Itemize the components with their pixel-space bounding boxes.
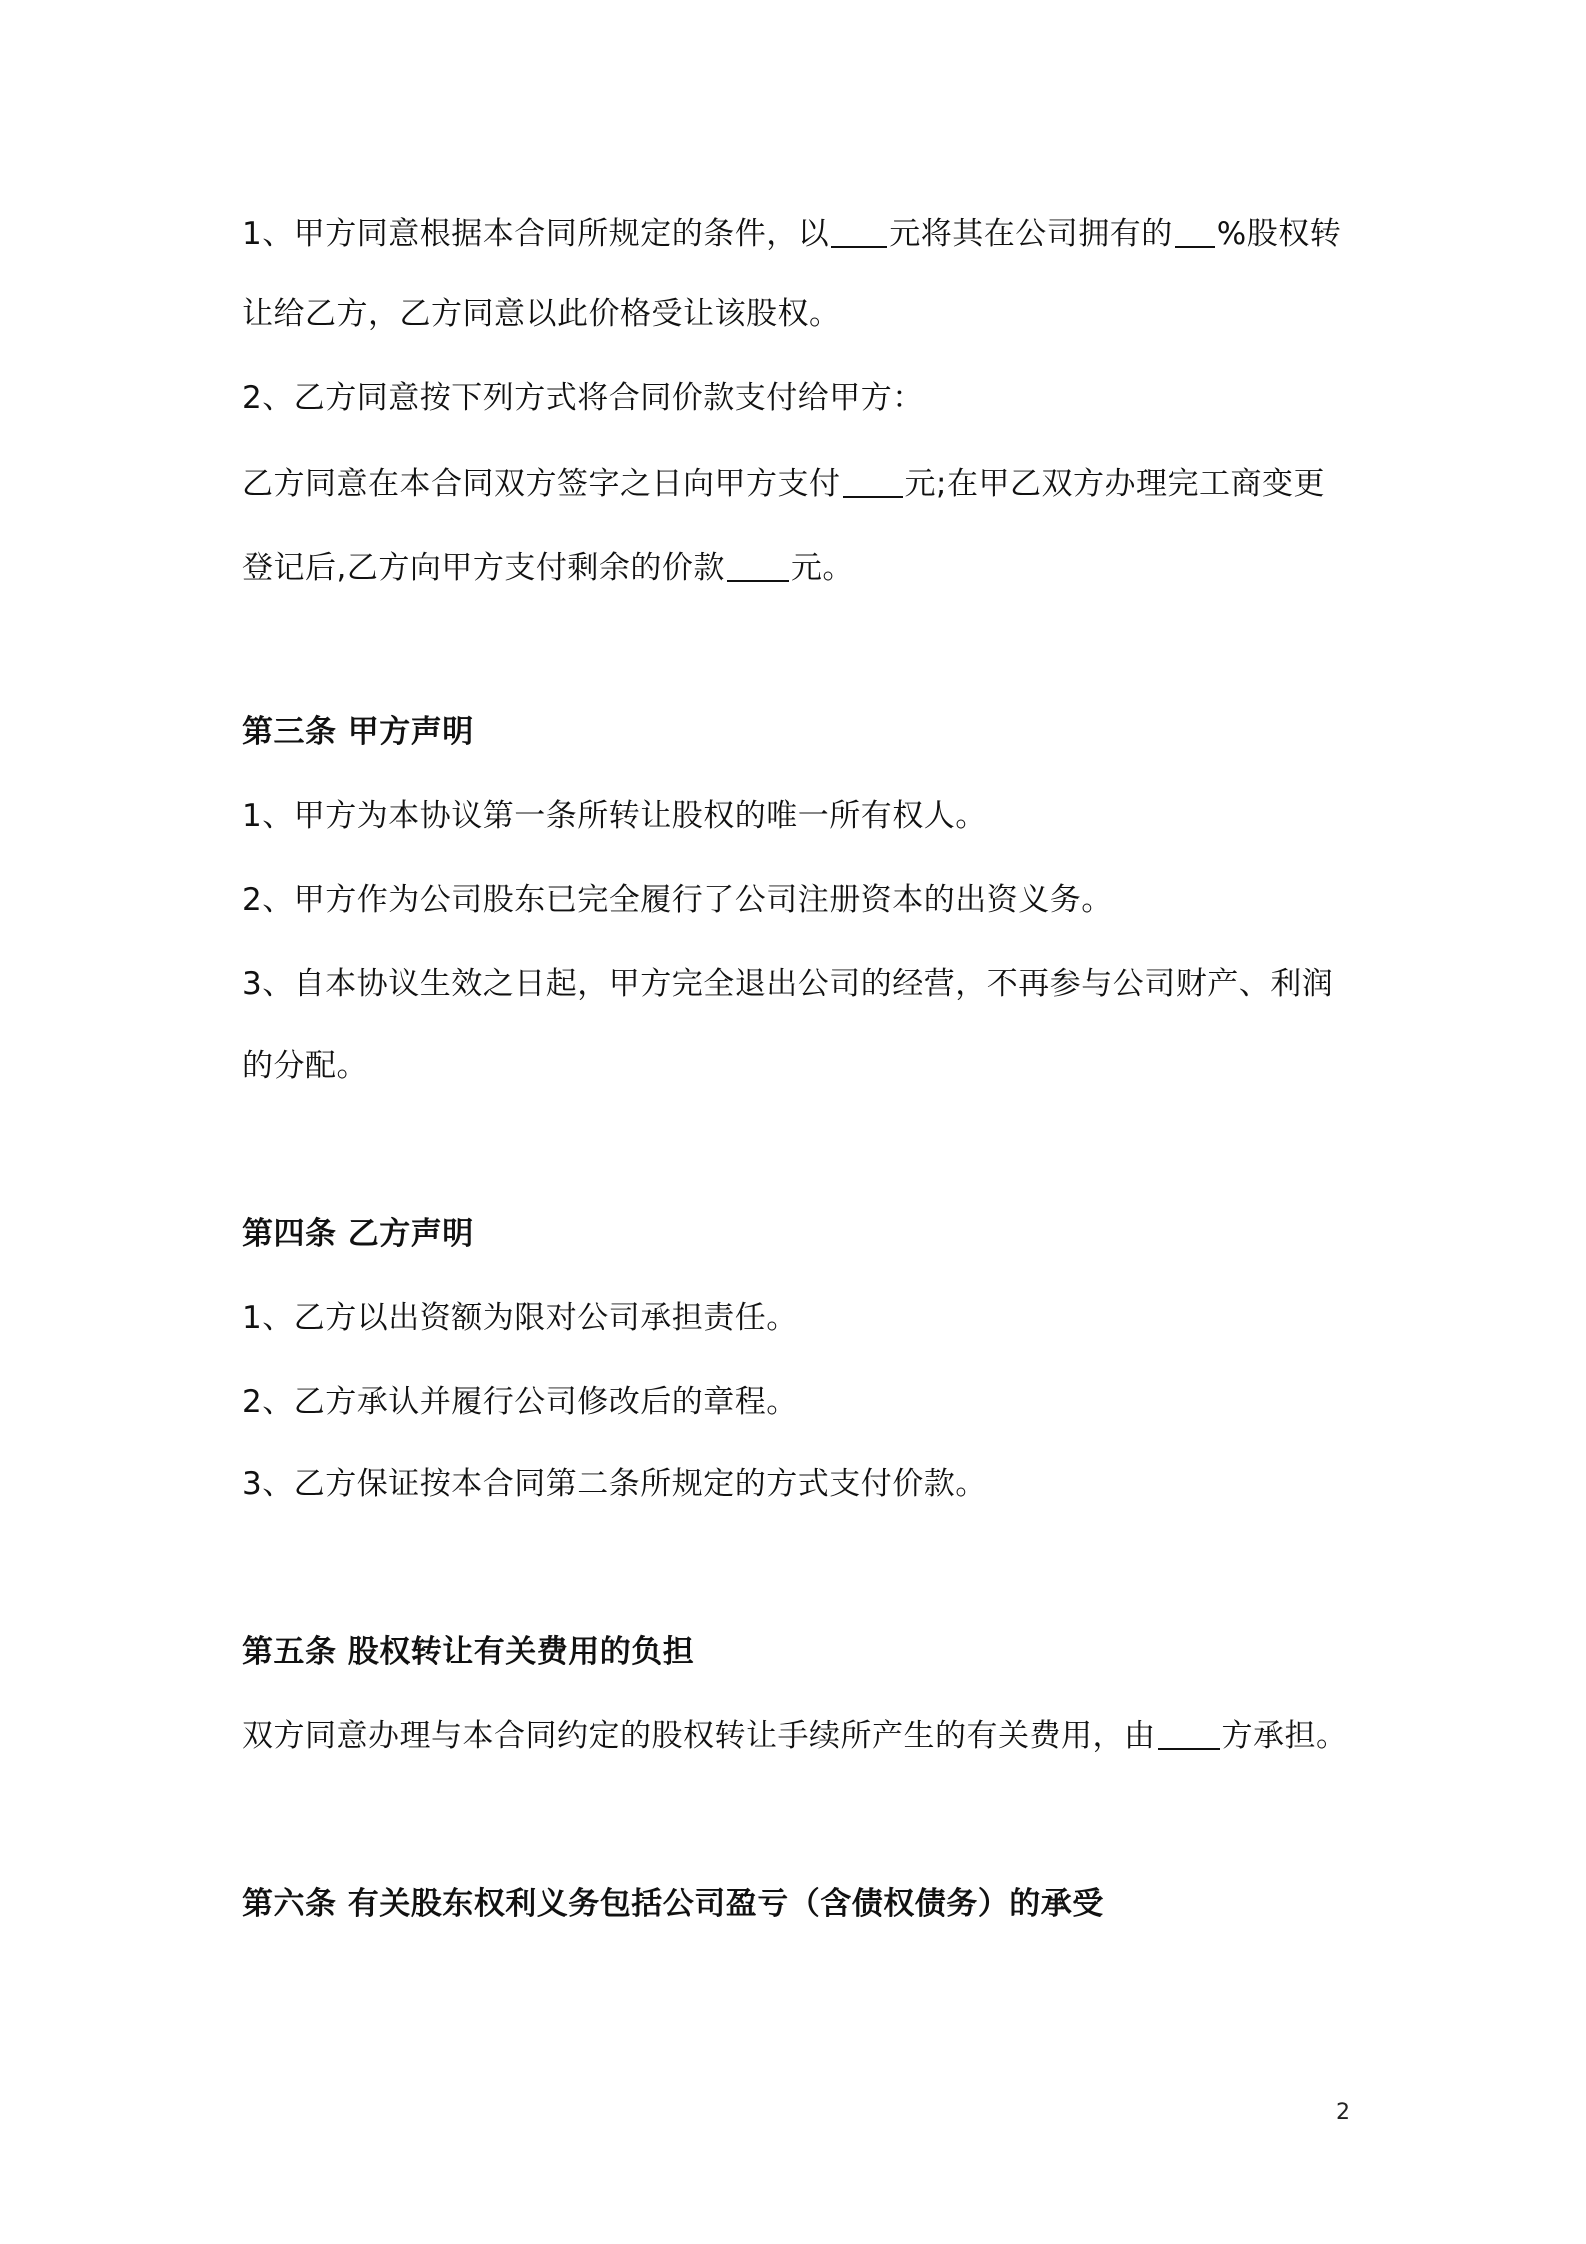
payment-method-clause: 2、乙方同意按下列方式将合同价款支付给甲方： <box>242 380 924 416</box>
article-4-heading: 第四条 乙方声明 <box>242 1216 474 1252</box>
article-3-item-3: 3、自本协议生效之日起，甲方完全退出公司的经营，不再参与公司财产、利润 <box>242 966 1334 1002</box>
fee-party-blank[interactable] <box>1158 1718 1220 1750</box>
clause-text: 元将其在公司拥有的 <box>889 216 1173 252</box>
clause-text: 元。 <box>790 550 854 586</box>
article-3-item-2: 2、甲方作为公司股东已完全履行了公司注册资本的出资义务。 <box>242 882 1113 918</box>
clause-text: 乙方同意在本合同双方签字之日向甲方支付 <box>242 466 841 502</box>
article-4-item-1: 1、乙方以出资额为限对公司承担责任。 <box>242 1300 798 1336</box>
price-blank[interactable] <box>831 216 887 248</box>
clause-text: 1、甲方同意根据本合同所规定的条件，以 <box>242 216 830 252</box>
clause-text: %股权转 <box>1216 216 1342 252</box>
clause-text: 双方同意办理与本合同约定的股权转让手续所产生的有关费用，由 <box>242 1718 1156 1754</box>
payment-terms-line <box>242 464 1362 504</box>
clause-text: 登记后,乙方向甲方支付剩余的价款 <box>242 550 725 586</box>
percent-blank[interactable] <box>1175 216 1215 248</box>
article-6-heading: 第六条 有关股东权利义务包括公司盈亏（含债权债务）的承受 <box>242 1886 1104 1922</box>
article-3-item-1: 1、甲方为本协议第一条所转让股权的唯一所有权人。 <box>242 798 987 834</box>
price-clause-line <box>242 214 1362 254</box>
article-4-item-3: 3、乙方保证按本合同第二条所规定的方式支付价款。 <box>242 1466 987 1502</box>
page-number: 2 <box>1336 2100 1350 2125</box>
article-4-item-2: 2、乙方承认并履行公司修改后的章程。 <box>242 1384 798 1420</box>
payment-terms-continuation <box>242 548 1362 588</box>
initial-payment-blank[interactable] <box>843 466 903 498</box>
clause-text: 方承担。 <box>1221 1718 1348 1754</box>
article-5-heading: 第五条 股权转让有关费用的负担 <box>242 1634 695 1670</box>
article-3-heading: 第三条 甲方声明 <box>242 714 474 750</box>
article-5-body <box>242 1716 1362 1756</box>
article-3-item-3-continuation: 的分配。 <box>242 1048 368 1084</box>
clause-text: 元;在甲乙双方办理完工商变更 <box>904 466 1325 502</box>
remaining-payment-blank[interactable] <box>727 550 789 582</box>
price-clause-continuation: 让给乙方，乙方同意以此价格受让该股权。 <box>242 296 841 332</box>
